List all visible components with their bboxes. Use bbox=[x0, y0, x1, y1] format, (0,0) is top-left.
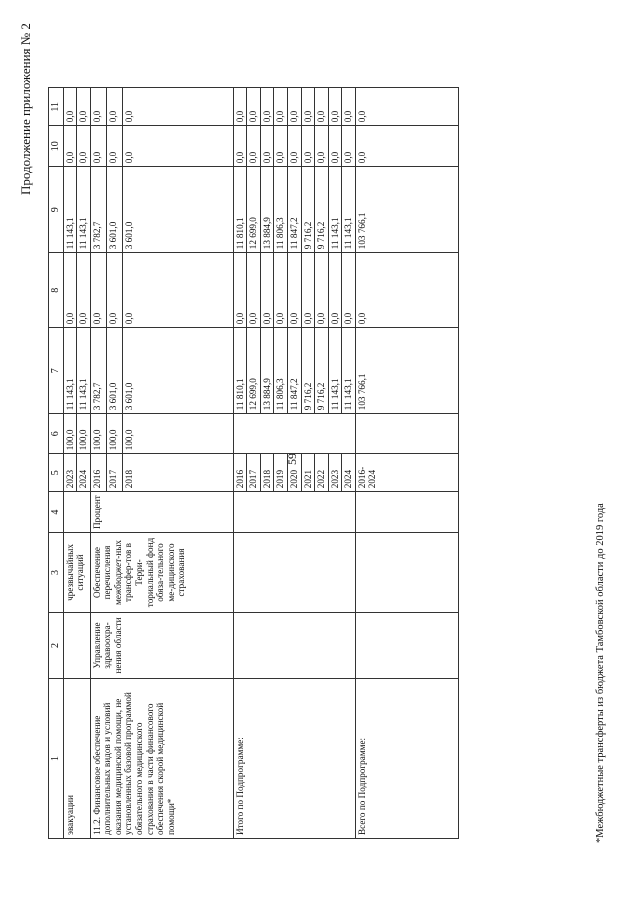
col-header: 2 bbox=[49, 613, 64, 679]
col-header: 10 bbox=[49, 126, 64, 167]
table-row: Итого по Подпрограмме: 2016 11 810,1 0,0 11 810,1 0,0 0,0 bbox=[233, 88, 247, 839]
continuation-title: Продолжение приложения № 2 bbox=[18, 23, 33, 195]
item-11-2-description: 11.2. Финансовое обеспечение дополнительных видов и условий оказания медицинской помощи, не установленных базовой программой обязательного медицинского страхования в части финансового обеспечения скорой медицинской помощи* bbox=[90, 679, 233, 839]
footnote: *Межбюджетные трансферты из бюджета Тамбовской области до 2019 года bbox=[595, 503, 606, 843]
table-row: 11.2. Финансовое обеспечение дополнительных видов и условий оказания медицинской помощи, не установленных базовой программой обязательного медицинского страхования в части финансового обеспечения скорой медицинской помощи* Управление здравоохра-нения области Обеспечение перечисления межбюджет-ных трансфер-тов в Терри-ториальный фонд обяза-тельного ме-дицинского страхования Процент 2016 100,0 3 782,7 0,0 3 782,7 0,0 0,0 bbox=[90, 88, 106, 839]
vsego-years: 2016-2024 bbox=[355, 454, 458, 492]
evac-event: чрезвычайных ситуаций bbox=[63, 533, 90, 613]
col-header: 9 bbox=[49, 167, 64, 253]
table-row: 2024 100,0 11 143,1 0,0 11 143,1 0,0 0,0 bbox=[77, 88, 91, 839]
col-header: 8 bbox=[49, 253, 64, 328]
item-11-2-event: Обеспечение перечисления межбюджет-ных трансфер-тов в Терри-ториальный фонд обяза-тельного ме-дицинского страхования bbox=[90, 533, 233, 613]
table-row: 2017 12 699,0 0,0 12 699,0 0,0 0,0 bbox=[247, 88, 261, 839]
header-row bbox=[49, 88, 64, 839]
page-number: 59 bbox=[285, 453, 299, 465]
table-row: 2021 9 716,2 0,0 9 716,2 0,0 0,0 bbox=[301, 88, 315, 839]
item-11-2-executor: Управление здравоохра-нения области bbox=[90, 613, 233, 679]
col-header: 5 bbox=[49, 454, 64, 492]
table-row: 2017 100,0 3 601,0 0,0 3 601,0 0,0 0,0 bbox=[106, 88, 122, 839]
col-header: 6 bbox=[49, 414, 64, 454]
table-row: 2024 11 143,1 0,0 11 143,1 0,0 0,0 bbox=[342, 88, 356, 839]
table-row: эвакуации чрезвычайных ситуаций 2023 100,0 11 143,1 0,0 11 143,1 0,0 0,0 bbox=[63, 88, 77, 839]
evac-label: эвакуации bbox=[63, 679, 90, 839]
table-row: 2022 9 716,2 0,0 9 716,2 0,0 0,0 bbox=[315, 88, 329, 839]
col-header: 1 bbox=[49, 679, 64, 839]
item-11-2-unit: Процент bbox=[90, 492, 233, 533]
table-row: 2020 11 847,2 0,0 11 847,2 0,0 0,0 bbox=[287, 88, 301, 839]
col-header: 4 bbox=[49, 492, 64, 533]
table-row: Всего по Подпрограмме: 2016-2024 103 766,1 0,0 103 766,1 0,0 0,0 bbox=[355, 88, 458, 839]
table-row: 2018 13 884,9 0,0 13 884,9 0,0 0,0 bbox=[260, 88, 274, 839]
program-table bbox=[48, 87, 459, 839]
table-row: 2018 100,0 3 601,0 0,0 3 601,0 0,0 0,0 bbox=[122, 88, 233, 839]
col-header: 11 bbox=[49, 88, 64, 126]
col-header: 7 bbox=[49, 328, 64, 414]
itogo-label: Итого по Подпрограмме: bbox=[233, 679, 355, 839]
table-row: 2023 11 143,1 0,0 11 143,1 0,0 0,0 bbox=[328, 88, 342, 839]
table-row: 2019 11 806,3 0,0 11 806,3 0,0 0,0 bbox=[274, 88, 288, 839]
col-header: 3 bbox=[49, 533, 64, 613]
vsego-label: Всего по Подпрограмме: bbox=[355, 679, 458, 839]
